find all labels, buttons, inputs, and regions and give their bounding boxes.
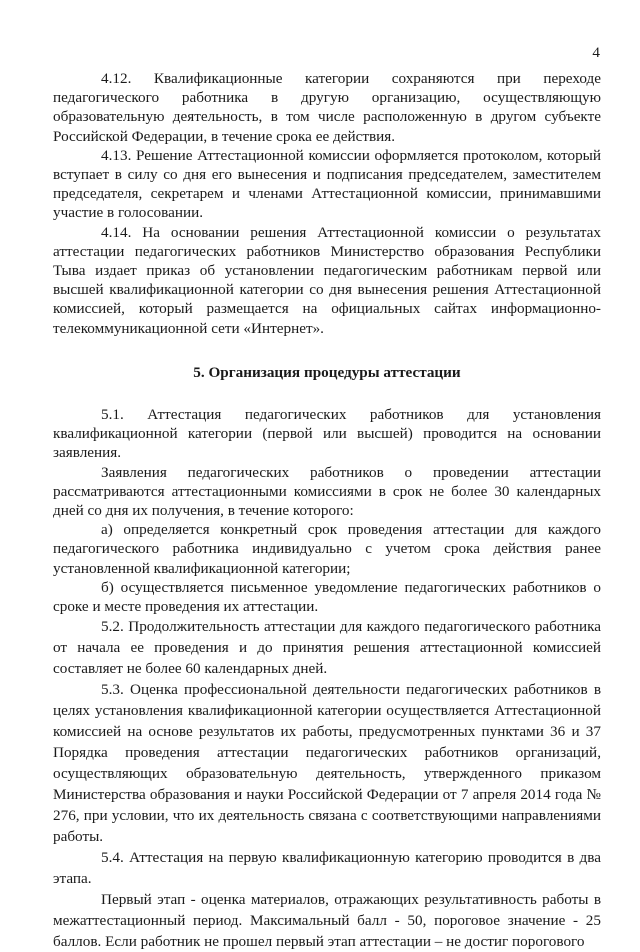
paragraph-first-stage: Первый этап - оценка материалов, отражающих результативность работы в межаттестационный период. Максимальный балл - 50, пороговое значение - 25 баллов. Если работник не прошел первый этап аттестации – не достиг порогового bbox=[53, 891, 601, 951]
paragraph-5-4: 5.4. Аттестация на первую квалификационную категорию проводится в два этапа. bbox=[53, 849, 601, 888]
section-title: 5. Организация процедуры аттестации bbox=[193, 363, 461, 381]
paragraph-item-a: а) определяется конкретный срок проведения аттестации для каждого педагогического работника индивидуально с учетом срока действия ранее установленной квалификационной категории; bbox=[53, 521, 601, 577]
paragraph-5-1: 5.1. Аттестация педагогических работников для установления квалификационной категории (первой или высшей) проводится на основании заявления. bbox=[53, 406, 601, 462]
paragraph-4-12: 4.12. Квалификационные категории сохраняются при переходе педагогического работника в другую организацию, осуществляющую образовательную деятельность, в том числе расположенную в другом субъекте Российской Федерации, в течение срока ее действия. bbox=[53, 70, 601, 145]
document-body bbox=[53, 69, 601, 952]
paragraph-applications: Заявления педагогических работников о проведении аттестации рассматриваются аттестационными комиссиями в срок не более 30 календарных дней со дня их получения, в течение которого: bbox=[53, 463, 601, 520]
paragraph-item-b: б) осуществляется письменное уведомление педагогических работников о сроке и месте проведения их аттестации. bbox=[53, 578, 601, 616]
paragraph-5-2: 5.2. Продолжительность аттестации для каждого педагогического работника от начала ее проведения и до принятия решения аттестационной комиссией составляет не более 60 календарных дней. bbox=[53, 618, 601, 678]
paragraph-5-3: 5.3. Оценка профессиональной деятельности педагогических работников в целях установления квалификационной категории осуществляется Аттестационной комиссией на основе результатов их работы, предусмотренных пунктами 36 и 37 Порядка проведения аттестации педагогических работников организаций, осуществляющих образовательную деятельность, утвержденного приказом Министерства образования и науки Российской Федерации от 7 апреля 2014 года № 276, при условии, что их деятельность связана с соответствующими направлениями работы. bbox=[53, 681, 601, 846]
paragraph-4-13: 4.13. Решение Аттестационной комиссии оформляется протоколом, который вступает в силу со дня его вынесения и подписания председателем, заместителем председателя, секретарем и членами Аттестационной комиссии, принимавшими участие в голосовании. bbox=[53, 146, 601, 222]
page-number: 4 bbox=[592, 44, 600, 61]
paragraph-4-14: 4.14. На основании решения Аттестационной комиссии о результатах аттестации педагогических работников Министерство образования Республики Тыва издает приказ об установлении педагогическим работникам первой или высшей квалификационной категории со дня вынесения решения Аттестационной комиссией, который размещается на официальных сайтах информационно-телекоммуникационной сети «Интернет». bbox=[53, 223, 601, 337]
